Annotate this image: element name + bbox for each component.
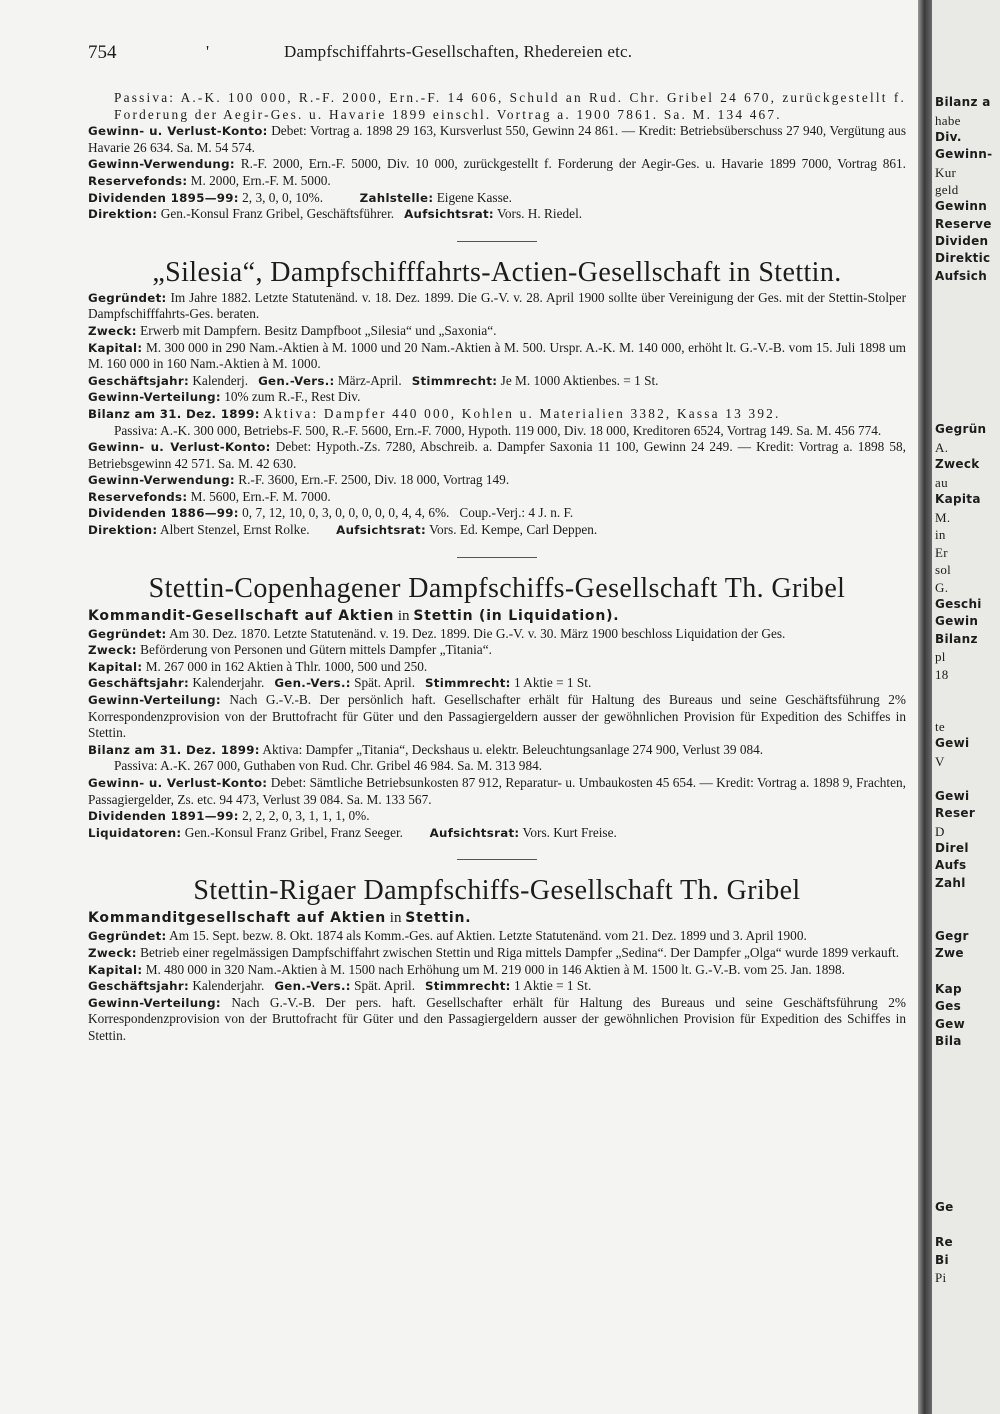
page-number: 754: [88, 42, 117, 63]
edge-fragment: Bi: [935, 1253, 949, 1267]
entry-gewinn-verwendung: Gewinn-Verwendung: R.-F. 2000, Ern.-F. 5000, Div. 10 000, zurückgestellt f. Forderung der Aegir-Ges. u. Havarie 1899 7000, Vortrag 861. Reservefonds: M. 2000, Ern.-F. M. 5000.: [88, 156, 907, 188]
edge-fragment: Kapita: [935, 492, 981, 506]
edge-fragment: sol: [935, 562, 952, 577]
entry-zweck: Zweck: Betrieb einer regelmässigen Dampfschiffahrt zwischen Stettin und Riga mittels Dampfer „Sedina“. Der Dampfer „Olga“ wurde 1899 verkauft.: [88, 944, 900, 960]
entry-gewinn-verteilung: Gewinn-Verteilung: Nach G.-V.-B. Der pers. haft. Gesellschafter erhält für Haltung des Bureaus und seine Geschäftsführung 2% Korrespondenzprovision von der Bruttofracht für Güter und den Passagiergeldern ausser der gewöhnlichen Provision für Expedition des Schiffes in Stettin.: [88, 994, 906, 1043]
entry-direktion: Direktion: Albert Stenzel, Ernst Rolke. Aufsichtsrat: Vors. Ed. Kempe, Carl Deppen.: [88, 522, 598, 538]
header-mark: ': [206, 42, 210, 61]
entry-gewinn-verlust: Gewinn- u. Verlust-Konto: Debet: Vortrag a. 1898 29 163, Kursverlust 550, Gewinn 24 861. — Kredit: Betriebsüberschuss 27 940, Vergütung aus Havarie 26 634. Sa. M. 54 574.: [88, 123, 906, 155]
section-stettin-rigaer: [88, 874, 906, 1044]
edge-fragment: Gewinn-: [935, 147, 993, 161]
edge-fragment: Aufs: [935, 858, 967, 872]
entry-dividenden: Dividenden 1895—99: 2, 3, 0, 0, 10%. Zahlstelle: Eigene Kasse.: [88, 189, 513, 205]
edge-fragment: Er: [935, 545, 948, 560]
edge-fragment: Direl: [935, 841, 969, 855]
book-gutter: [918, 0, 932, 1414]
entry-reservefonds: Reservefonds: M. 5600, Ern.-F. M. 7000.: [88, 488, 331, 504]
edge-fragment: Ges: [935, 999, 962, 1013]
entry-geschaeftsjahr: Geschäftsjahr: Kalenderjahr. Gen.-Vers.: Spät. April. Stimmrecht: 1 Aktie = 1 St.: [88, 978, 592, 994]
edge-fragment: Dividen: [935, 234, 989, 248]
edge-fragment: Direktic: [935, 251, 991, 265]
section-stettin-copenhagener: [88, 572, 906, 842]
edge-fragment: Gewi: [935, 736, 970, 750]
entry-gewinn-verteilung: Gewinn-Verteilung: 10% zum R.-F., Rest Div.: [88, 389, 361, 405]
separator-rule: [457, 859, 537, 860]
entry-kapital: Kapital: M. 267 000 in 162 Aktien à Thlr. 1000, 500 und 250.: [88, 658, 428, 674]
entry-geschaeftsjahr: Geschäftsjahr: Kalenderjahr. Gen.-Vers.: Spät. April. Stimmrecht: 1 Aktie = 1 St.: [88, 675, 592, 691]
edge-fragment: 18: [935, 667, 949, 682]
entry-bilanz: Bilanz am 31. Dez. 1899: Aktiva: Dampfer 440 000, Kohlen u. Materialien 3382, Kassa 13 392.: [88, 405, 781, 421]
edge-fragment: A.: [935, 440, 949, 455]
edge-fragment: Pi: [935, 1270, 947, 1285]
edge-fragment: Div.: [935, 130, 962, 144]
edge-fragment: D: [935, 824, 945, 839]
company-title: „Silesia“, Dampfschifffahrts-Actien-Gesellschaft in Stettin.: [152, 256, 842, 288]
running-title: Dampfschiffahrts-Gesellschaften, Rhedereien etc.: [284, 42, 633, 61]
company-title: Stettin-Rigaer Dampfschiffs-Gesellschaft Th. Gribel: [193, 875, 801, 907]
separator-rule: [457, 557, 537, 558]
edge-fragment: Re: [935, 1235, 953, 1249]
edge-fragment: Gewi: [935, 789, 970, 803]
edge-fragment: Bila: [935, 1034, 962, 1048]
edge-fragment: pl: [935, 649, 946, 664]
entry-direktion: Direktion: Gen.-Konsul Franz Gribel, Geschäftsführer. Aufsichtsrat: Vors. H. Riedel.: [88, 206, 583, 222]
edge-fragment: Bilanz: [935, 632, 978, 646]
edge-fragment: G.: [935, 580, 949, 595]
entry-dividenden: Dividenden 1886—99: 0, 7, 12, 10, 0, 3, 0, 0, 0, 0, 0, 4, 4, 6%. Coup.-Verj.: 4 J. n. F.: [88, 505, 574, 521]
entry-zweck: Zweck: Erwerb mit Dampfern. Besitz Dampfboot „Silesia“ und „Saxonia“.: [88, 322, 497, 338]
edge-fragment: Aufsich: [935, 269, 988, 283]
entry-gewinn-verteilung: Gewinn-Verteilung: Nach G.-V.-B. Der persönlich haft. Gesellschafter erhält für Haltung des Bureaus und seine Geschäftsführung 2% Korrespondenzprovision von der Bruttofracht für Güter und den Passagiergeldern ausser der gewöhnlichen Provision für Expedition des Schiffes in Stettin.: [88, 692, 907, 741]
edge-fragment: Geschi: [935, 597, 982, 611]
passiva-text: Passiva: A.-K. 300 000, Betriebs-F. 500, R.-F. 5600, Ern.-F. 7000, Hypoth. 119 000, Div. 18 000, Kreditoren 6524, Vortrag 149. Sa. M. 456 774.: [114, 422, 882, 438]
page-content: [88, 90, 906, 1045]
company-subtitle: Kommandit-Gesellschaft auf Aktien in Stettin (in Liquidation).: [88, 607, 620, 624]
entry-gegruendet: Gegründet: Im Jahre 1882. Letzte Statutenänd. v. 18. Dez. 1899. Die G.-V. v. 28. April 1900 sollte über Vereinigung der Ges. mit der Stettin-Stolper Dampfschifffahrts-Ges. beraten.: [88, 289, 907, 322]
edge-fragment: Reserve: [935, 217, 992, 231]
entry-liquidatoren: Liquidatoren: Gen.-Konsul Franz Gribel, Franz Seeger. Aufsichtsrat: Vors. Kurt Freise.: [88, 824, 617, 840]
entry-kapital: Kapital: M. 300 000 in 290 Nam.-Aktien à M. 1000 und 20 Nam.-Aktien à M. 500. Urspr. A.-K. M. 140 000, erhöht lt. G.-V.-B. vom 15. Juli 1898 um M. 160 000 in 160 Nam.-Aktien à M. 1000.: [88, 339, 907, 372]
entry-geschaeftsjahr: Geschäftsjahr: Kalenderj. Gen.-Vers.: März-April. Stimmrecht: Je M. 1000 Aktienbes. = 1 St.: [88, 372, 659, 388]
edge-fragment: Ge: [935, 1200, 954, 1214]
entry-bilanz: Bilanz am 31. Dez. 1899: Aktiva: Dampfer „Titania“, Deckshaus u. elektr. Beleuchtungsanlage 274 900, Verlust 39 084.: [88, 741, 764, 757]
passiva-text: Passiva: A.-K. 267 000, Guthaben von Rud. Chr. Gribel 46 984. Sa. M. 313 984.: [114, 758, 543, 774]
entry-gewinn-verlust: Gewinn- u. Verlust-Konto: Debet: Sämtliche Betriebsunkosten 87 912, Reparatur- u. Umbaukosten 45 654. — Kredit: Vortrag a. 1898 9, Frachten, Passagiergelder, Zs. etc. 94 473, Verlust 39 084. Sa. M. 133 567.: [88, 775, 906, 807]
edge-fragment: au: [935, 475, 948, 490]
edge-fragment: Zahl: [935, 876, 966, 890]
entry-gewinn-verlust: Gewinn- u. Verlust-Konto: Debet: Hypoth.-Zs. 7280, Abschreib. a. Dampfer Saxonia 11 100, Gewinn 24 249. — Kredit: Vortrag a. 1898 58, Betriebsgewinn 42 571. Sa. M. 42 630.: [88, 439, 906, 471]
edge-fragment: Gewin: [935, 614, 979, 628]
entry-zweck: Zweck: Beförderung von Personen und Gütern mittels Dampfer „Titania“.: [88, 642, 492, 658]
edge-fragment: te: [935, 719, 945, 734]
separator-rule: [457, 241, 537, 242]
edge-fragment: habe: [935, 113, 961, 128]
edge-fragment: M.: [935, 510, 951, 525]
company-subtitle: Kommanditgesellschaft auf Aktien in Stettin.: [88, 910, 472, 927]
edge-fragment: Gewinn: [935, 199, 988, 213]
passiva-text: Passiva: A.-K. 100 000, R.-F. 2000, Ern.-F. 14 606, Schuld an Rud. Chr. Gribel 24 670, zurückgestellt f. Forderung der Aegir-Ges. u. Havarie 1899 einschl. Vortrag a. 1900 7861. Sa. M. 134 467.: [114, 90, 906, 122]
entry-gegruendet: Gegründet: Am 30. Dez. 1870. Letzte Statutenänd. v. 19. Dez. 1899. Die G.-V. v. 30. März 1900 beschloss Liquidation der Ges.: [88, 625, 786, 641]
entry-gegruendet: Gegründet: Am 15. Sept. bezw. 8. Okt. 1874 als Komm.-Ges. auf Aktien. Letzte Statutenänd. vom 21. Dez. 1899 und 3. April 1900.: [88, 928, 807, 944]
edge-fragment: Gegr: [935, 929, 969, 943]
edge-fragment: Kap: [935, 982, 962, 996]
entry-gewinn-verwendung: Gewinn-Verwendung: R.-F. 3600, Ern.-F. 2500, Div. 18 000, Vortrag 149.: [88, 472, 510, 488]
edge-fragment: V: [935, 754, 945, 769]
section-silesia: [88, 256, 906, 539]
edge-fragment: Reser: [935, 806, 976, 820]
entry-dividenden: Dividenden 1891—99: 2, 2, 2, 0, 3, 1, 1, 1, 0%.: [88, 808, 370, 824]
edge-fragment: Zwe: [935, 946, 964, 960]
edge-fragment: Kur: [935, 165, 957, 180]
edge-fragment: geld: [935, 182, 959, 197]
page-header: [88, 42, 888, 66]
edge-fragment: Zweck: [935, 457, 980, 471]
edge-fragment: Gew: [935, 1017, 965, 1031]
adjacent-page-edge: [932, 0, 1000, 1414]
edge-fragment: Gegrün: [935, 422, 987, 436]
section-continuation: [88, 90, 906, 223]
company-title: Stettin-Copenhagener Dampfschiffs-Gesellschaft Th. Gribel: [148, 572, 846, 604]
entry-kapital: Kapital: M. 480 000 in 320 Nam.-Aktien à M. 1500 nach Erhöhung um M. 219 000 in 146 Aktien à M. 1500 lt. G.-V.-B. vom 25. Jan. 1898.: [88, 961, 845, 977]
edge-fragment: in: [935, 527, 946, 542]
edge-fragment: Bilanz a: [935, 95, 991, 109]
